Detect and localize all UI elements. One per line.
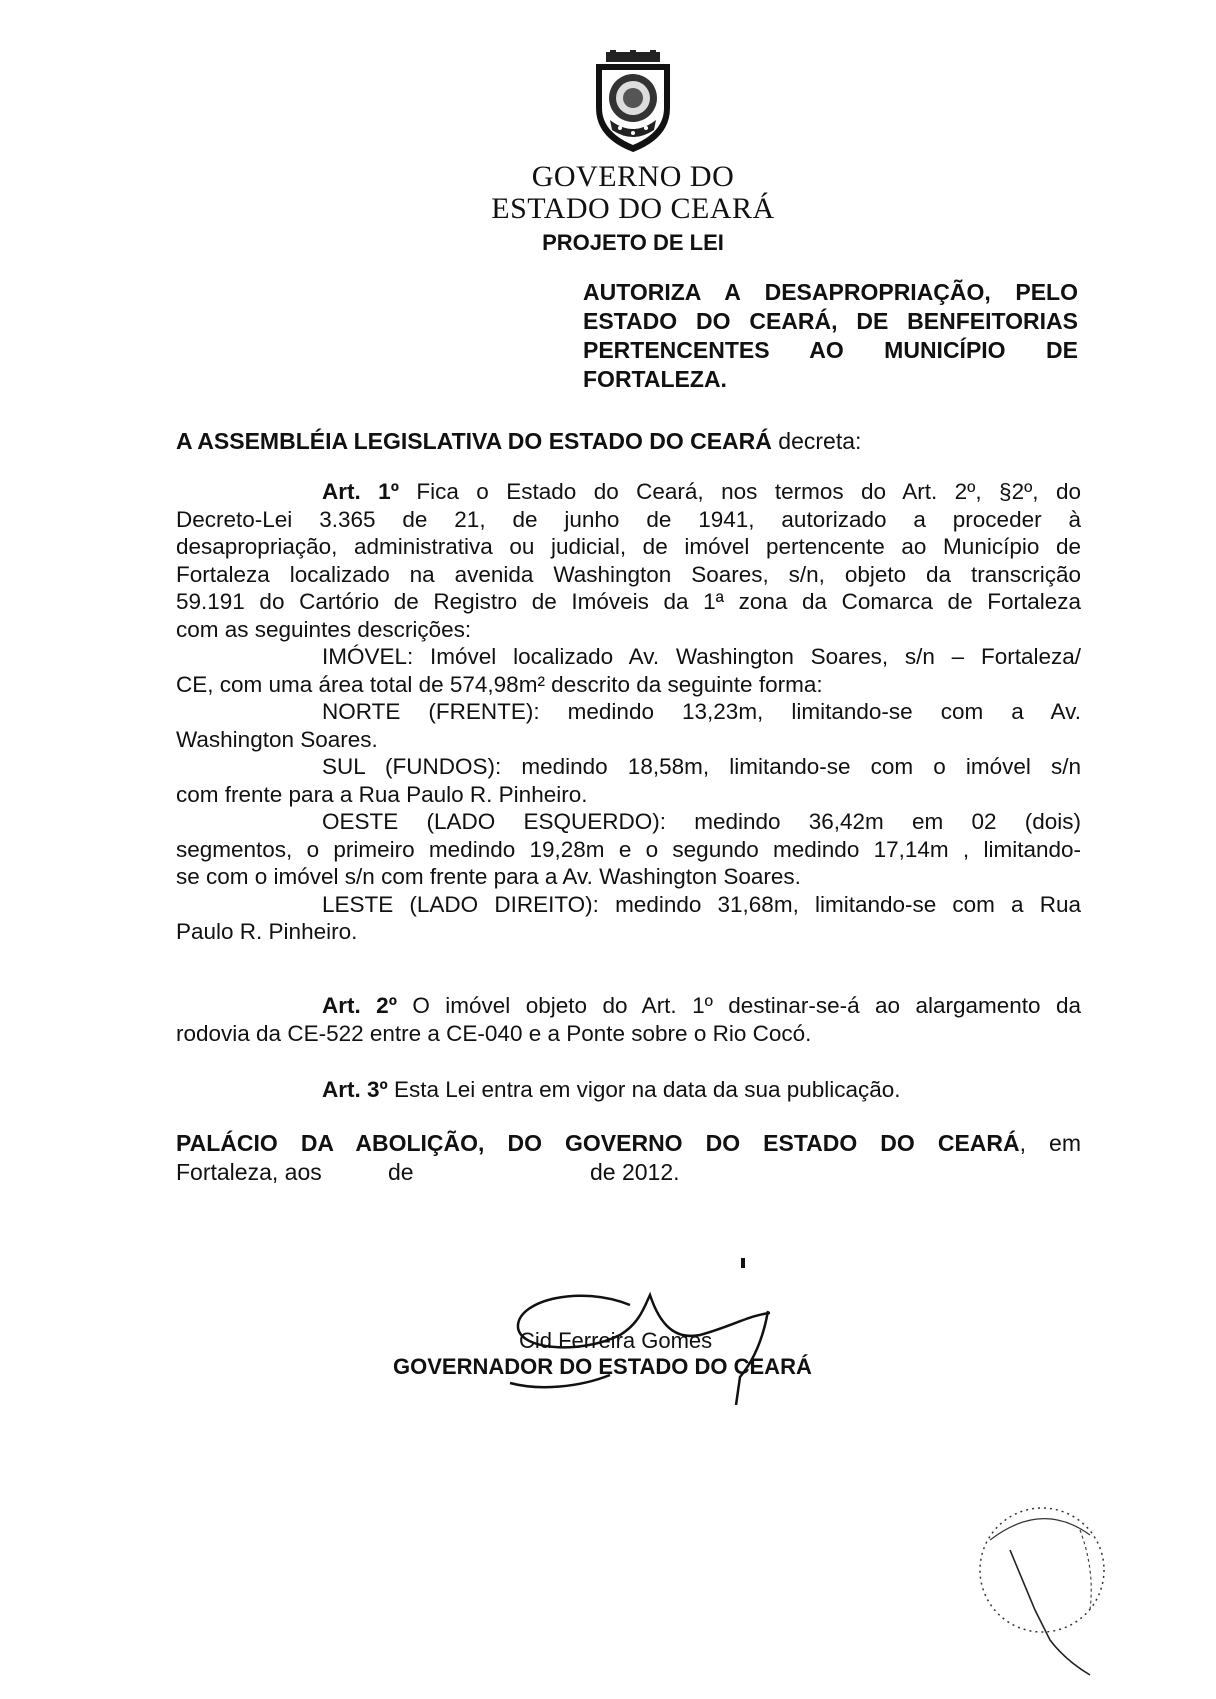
article-line: OESTE (LADO ESQUERDO): medindo 36,42m em 02 (dois) — [322, 809, 1081, 834]
article-text: O imóvel objeto do Art. 1º destinar-se-á ao alargamento da — [396, 993, 1082, 1018]
article-line: Washington Soares. — [176, 726, 378, 752]
summary-line: FORTALEZA. — [583, 366, 727, 392]
article-line: desapropriação, administrativa ou judicial, de imóvel pertencente ao Município de — [176, 534, 1081, 559]
closing-date-line — [176, 1158, 1081, 1187]
article-line: com frente para a Rua Paulo R. Pinheiro. — [176, 781, 588, 807]
article-line: LESTE (LADO DIREITO): medindo 31,68m, limitando-se com a Rua — [322, 891, 1081, 917]
article-line: segmentos, o primeiro medindo 19,28m e o segundo medindo 17,14m , limitando- — [176, 836, 1081, 862]
ceara-coat-of-arms-icon — [588, 50, 678, 154]
preamble-verb: decreta: — [771, 428, 862, 454]
signatory-name: Cid Ferreira Gomes — [519, 1328, 713, 1353]
closing-de-1: de — [388, 1159, 414, 1185]
preamble — [176, 428, 1076, 455]
article-text: Esta Lei entra em vigor na data da sua publicação. — [387, 1077, 901, 1102]
summary-line: ESTADO DO CEARÁ, DE BENFEITORIAS — [583, 308, 1078, 334]
summary-line: PERTENCENTES AO MUNICÍPIO DE — [583, 337, 1078, 363]
article-line: se com o imóvel s/n com frente para a Av. Washington Soares. — [176, 864, 801, 889]
article-line: SUL (FUNDOS): medindo 18,58m, limitando-se com o imóvel s/n — [322, 754, 1081, 779]
document-type: PROJETO DE LEI — [542, 230, 724, 255]
article-1 — [176, 478, 1081, 946]
preamble-authority: A ASSEMBLÉIA LEGISLATIVA DO ESTADO DO CEARÁ — [176, 428, 772, 454]
article-line — [176, 1076, 1081, 1104]
article-line: IMÓVEL: Imóvel localizado Av. Washington Soares, s/n – Fortaleza/ — [322, 644, 1081, 669]
closing-place: PALÁCIO DA ABOLIÇÃO, DO GOVERNO DO ESTADO DO CEARÁ — [176, 1130, 1020, 1156]
article-2 — [176, 992, 1081, 1047]
closing-line — [176, 1129, 1081, 1158]
article-label: Art. 1º — [322, 479, 399, 504]
closing-block — [176, 1129, 1081, 1187]
closing-city: Fortaleza, aos — [176, 1159, 322, 1185]
article-line: CE, com uma área total de 574,98m² descrito da seguinte forma: — [176, 671, 823, 697]
bill-summary — [583, 278, 1078, 394]
article-line: Paulo R. Pinheiro. — [176, 919, 358, 944]
article-line: Decreto-Lei 3.365 de 21, de junho de 1941, autorizado a proceder à — [176, 506, 1081, 532]
article-line: Fortaleza localizado na avenida Washington Soares, s/n, objeto da transcrição — [176, 561, 1081, 587]
article-line: rodovia da CE-522 entre a CE-040 e a Ponte sobre o Rio Cocó. — [176, 1020, 812, 1046]
closing-text: , em — [1019, 1130, 1082, 1156]
article-line: NORTE (FRENTE): medindo 13,23m, limitando-se com a Av. — [322, 699, 1081, 724]
official-stamp — [950, 1490, 1120, 1680]
article-line — [176, 478, 1081, 506]
closing-year: de 2012. — [590, 1159, 680, 1185]
article-label: Art. 3º — [322, 1077, 388, 1102]
government-line-2: ESTADO DO CEARÁ — [491, 192, 775, 225]
summary-line: AUTORIZA A DESAPROPRIAÇÃO, PELO — [583, 279, 1078, 305]
article-line: com as seguintes descrições: — [176, 616, 472, 642]
article-3 — [176, 1076, 1081, 1104]
government-line-1: GOVERNO DO — [531, 160, 735, 193]
article-label: Art. 2º — [322, 993, 397, 1018]
article-line — [176, 992, 1081, 1020]
signatory-role: GOVERNADOR DO ESTADO DO CEARÁ — [393, 1354, 812, 1379]
article-line: 59.191 do Cartório de Registro de Imóveis da 1ª zona da Comarca de Fortaleza — [176, 589, 1081, 614]
article-text: Fica o Estado do Ceará, nos termos do Art. 2º, §2º, do — [398, 479, 1082, 504]
